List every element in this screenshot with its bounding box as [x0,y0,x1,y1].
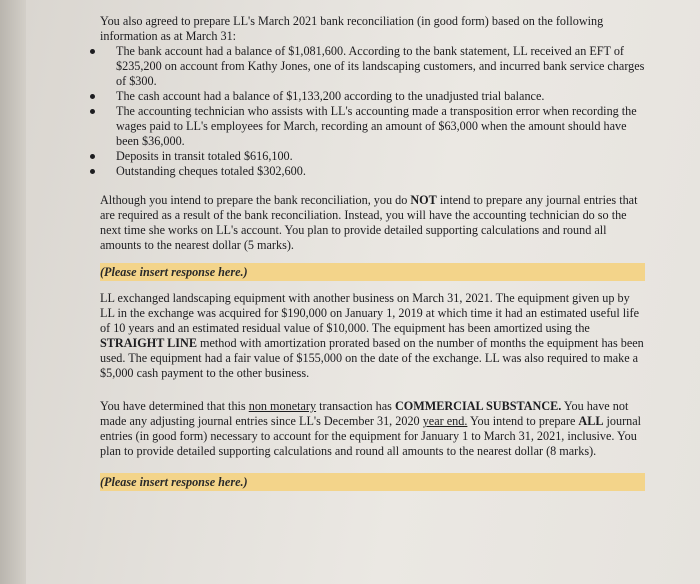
bullet-icon [90,109,95,114]
bullet-icon [90,169,95,174]
page-edge-shadow [0,0,26,584]
reconciliation-paragraph: Although you intend to prepare the bank reconciliation, you do NOT intend to prepare any journal entries that are required as a result of the bank reconciliation. Instead, you will have the accounting technician do so the next time she works on LL's account. You plan to provide detailed supporting calculations and round all amounts to the nearest dollar (5 marks). [100,193,638,252]
list-item: The cash account had a balance of $1,133,200 according to the unadjusted trial balance. [100,89,645,104]
response-placeholder-2[interactable]: (Please insert response here.) [100,473,645,491]
list-item: The accounting technician who assists with LL's accounting made a transposition error when recording the wages paid to LL's employees for March, recording an amount of $63,000 when the amount should have been $36,000. [100,104,645,149]
intro-paragraph: You also agreed to prepare LL's March 2021 bank reconciliation (in good form) based on the following information as at March 31: [100,14,604,43]
commercial-substance-paragraph: You have determined that this non monetary transaction has COMMERCIAL SUBSTANCE. You have not made any adjusting journal entries since LL's December 31, 2020 year end. You intend to prepare ALL journal entries (in good form) necessary to account for the equipment for January 1 to March 31, 2021, inclusive. You plan to provide detailed supporting calculations and round all amounts to the nearest dollar (8 marks). [100,399,642,458]
bullet-icon [90,49,95,54]
exchange-paragraph: LL exchanged landscaping equipment with another business on March 31, 2021. The equipment given up by LL in the exchange was acquired for $190,000 on January 1, 2019 at which time it had an estimated useful life of 10 years and an estimated residual value of $10,000. The equipment has been amortized using the STRAIGHT LINE method with amortization prorated based on the number of months the equipment has been used. The equipment had a fair value of $155,000 on the date of the exchange. LL was also required to make a $5,000 cash payment to the other business. [100,291,644,380]
response-placeholder-1[interactable]: (Please insert response here.) [100,263,645,281]
spacer [100,381,645,395]
info-bullet-list [100,44,645,179]
list-item: The bank account had a balance of $1,081,600. According to the bank statement, LL received an EFT of $235,200 on account from Kathy Jones, one of its landscaping customers, and incurred bank service charges of $300. [100,44,645,89]
document-content [100,14,645,491]
bullet-icon [90,154,95,159]
list-item: Deposits in transit totaled $616,100. [100,149,645,164]
list-item: Outstanding cheques totaled $302,600. [100,164,645,179]
bullet-icon [90,94,95,99]
